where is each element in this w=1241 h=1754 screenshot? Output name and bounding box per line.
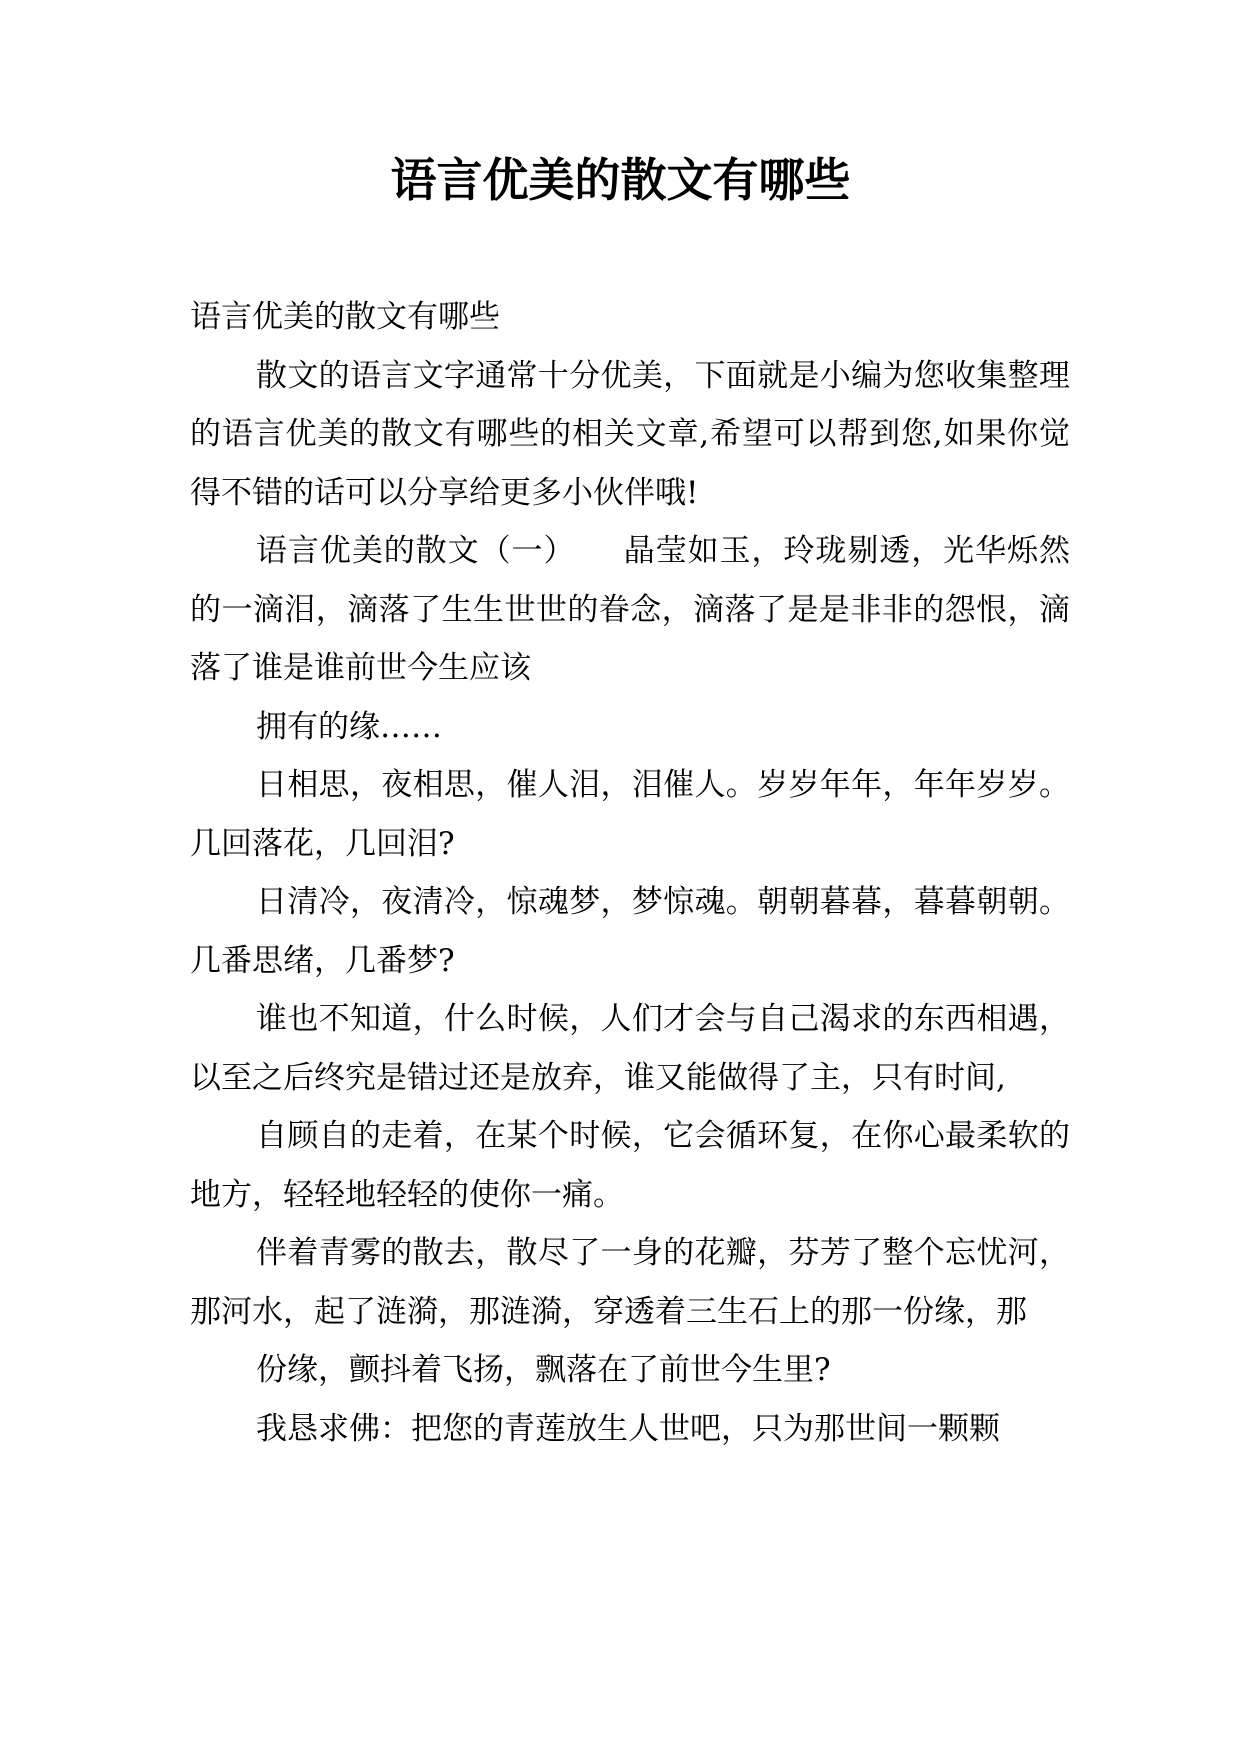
body-paragraph: 自顾自的走着，在某个时候，它会循环复，在你心最柔软的地方，轻轻地轻轻的使你一痛。	[190, 1118, 1070, 1213]
document-body	[190, 288, 1070, 1458]
body-paragraph: 日相思，夜相思，催人泪，泪催人。岁岁年年，年年岁岁。几回落花，几回泪?	[190, 767, 1070, 862]
document-title: 语言优美的散文有哪些	[390, 153, 851, 207]
intro-paragraph: 散文的语言文字通常十分优美，下面就是小编为您收集整理的语言优美的散文有哪些的相关文章,希望可以帮到您,如果你觉得不错的话可以分享给更多小伙伴哦!	[190, 357, 1070, 511]
subtitle-paragraph: 语言优美的散文有哪些	[190, 299, 500, 335]
body-paragraph: 份缘，颤抖着飞扬，飘落在了前世今生里?	[256, 1352, 831, 1388]
body-paragraph: 谁也不知道，什么时候，人们才会与自己渴求的东西相遇，以至之后终究是错过还是放弃，谁又能做得了主，只有时间,	[190, 1001, 1070, 1096]
body-paragraph: 伴着青雾的散去，散尽了一身的花瓣，芬芳了整个忘忧河，那河水，起了涟漪，那涟漪，穿透着三生石上的那一份缘，那	[190, 1235, 1070, 1330]
body-paragraph: 语言优美的散文（一） 晶莹如玉，玲珑剔透，光华烁然的一滴泪，滴落了生生世世的眷念，滴落了是是非非的怨恨，滴落了谁是谁前世今生应该	[190, 533, 1070, 686]
body-paragraph: 日清冷，夜清冷，惊魂梦，梦惊魂。朝朝暮暮，暮暮朝朝。几番思绪，几番梦?	[190, 884, 1070, 979]
body-paragraph: 我恳求佛：把您的青莲放生人世吧，只为那世间一颗颗	[256, 1410, 1000, 1447]
body-paragraph: 拥有的缘……	[256, 708, 442, 745]
